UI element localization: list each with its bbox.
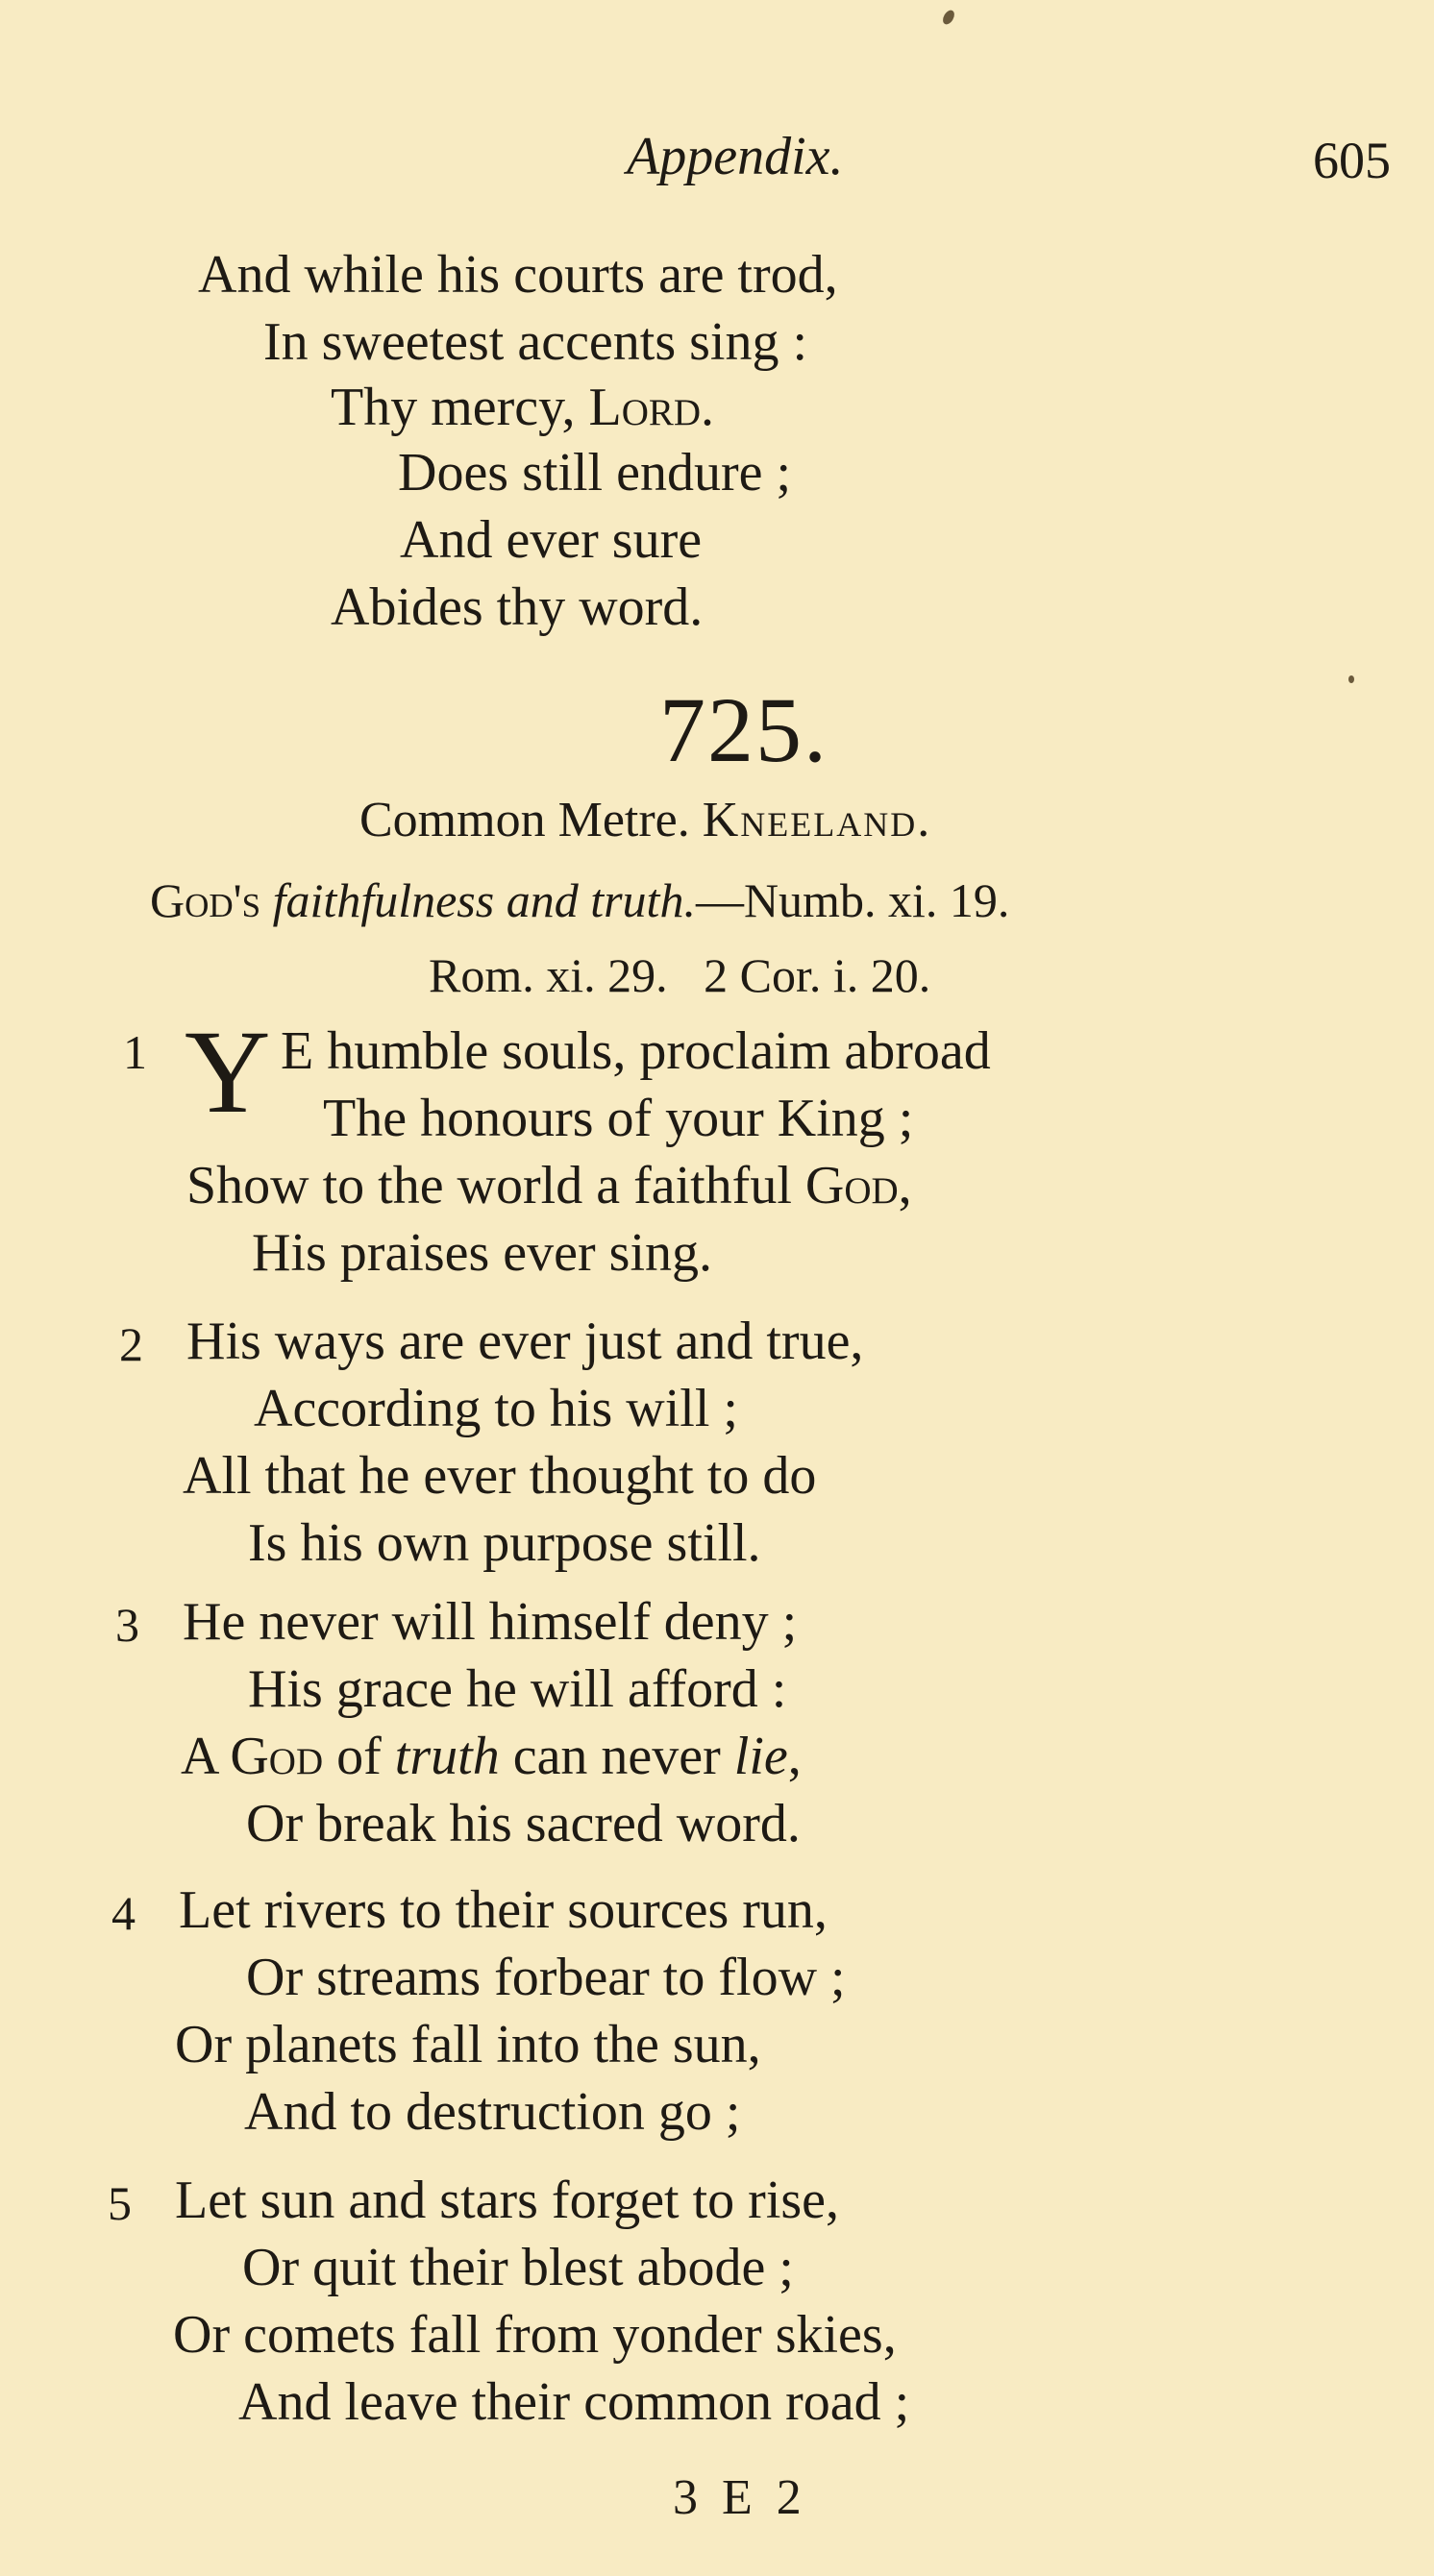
verse-number-3: 3 <box>115 1598 139 1652</box>
ink-speck <box>1348 675 1354 683</box>
verse-3-line-1: He never will himself deny ; <box>183 1592 798 1652</box>
verse-5-line-1: Let sun and stars forget to rise, <box>175 2171 840 2230</box>
subject-refs: —Numb. xi. 19. <box>695 873 1010 927</box>
verse-4-line-1: Let rivers to their sources run, <box>179 1880 828 1940</box>
ink-speck <box>941 9 957 27</box>
continued-line-1: And while his courts are trod, <box>198 245 838 305</box>
verse-4-line-2: Or streams forbear to flow ; <box>246 1948 846 2007</box>
drop-cap: Y <box>185 1006 271 1138</box>
verse-2-line-2: According to his will ; <box>254 1379 738 1438</box>
verse-5-line-2: Or quit their blest abode ; <box>242 2238 794 2297</box>
continued-line-6: Abides thy word. <box>331 577 704 637</box>
god-smallcaps: God <box>230 1727 324 1786</box>
lord-smallcaps: Lord. <box>588 378 715 437</box>
continued-line-3 <box>331 378 715 437</box>
italic-truth: truth <box>394 1727 500 1786</box>
v3-l3-b: of <box>323 1727 395 1786</box>
verse-4-line-4: And to destruction go ; <box>244 2082 741 2142</box>
tune-name: Kneeland. <box>702 793 932 847</box>
verse-number-4: 4 <box>111 1886 136 1940</box>
v1-l3-text: Show to the world a faithful <box>186 1156 805 1215</box>
verse-3-line-4: Or break his sacred word. <box>246 1794 801 1853</box>
verse-2-line-3: All that he ever thought to do <box>183 1446 817 1506</box>
subject-god: God's <box>150 873 261 927</box>
v1-l3-comma: , <box>898 1156 912 1215</box>
god-smallcaps: God <box>804 1156 899 1215</box>
verse-1-line-4: His praises ever sing. <box>252 1223 713 1283</box>
verse-4-line-3: Or planets fall into the sun, <box>175 2015 761 2074</box>
verse-5-line-4: And leave their common road ; <box>238 2372 910 2432</box>
verse-number-5: 5 <box>108 2176 132 2230</box>
verse-number-2: 2 <box>119 1317 143 1371</box>
verse-1-line-2: The honours of your King ; <box>323 1089 914 1148</box>
metre: Common Metre. <box>359 793 690 847</box>
printer-signature: 3 E 2 <box>673 2470 807 2525</box>
running-title: Appendix. <box>627 127 844 186</box>
continued-line-5: And ever sure <box>400 510 703 570</box>
verse-2-line-4: Is his own purpose still. <box>248 1513 761 1573</box>
verse-2-line-1: His ways are ever just and true, <box>186 1312 864 1371</box>
verse-1-line-1: E humble souls, proclaim abroad <box>281 1021 991 1081</box>
v3-l3-d: , <box>787 1727 802 1786</box>
hymn-number: 725. <box>659 678 828 781</box>
page-number: 605 <box>1313 132 1391 189</box>
verse-5-line-3: Or comets fall from yonder skies, <box>173 2305 897 2365</box>
mercy-text: Thy mercy, <box>331 378 589 437</box>
verse-number-1: 1 <box>123 1025 147 1079</box>
hymn-subject <box>150 873 1010 927</box>
v3-l3-c: can never <box>499 1727 734 1786</box>
hymn-scripture-refs: Rom. xi. 29. 2 Cor. i. 20. <box>429 948 931 1002</box>
continued-line-2: In sweetest accents sing : <box>263 312 808 372</box>
verse-3-line-2: His grace he will afford : <box>248 1659 787 1719</box>
hymn-metre-line <box>359 793 932 847</box>
continued-line-4: Does still endure ; <box>398 443 792 503</box>
verse-3-line-3 <box>181 1727 802 1786</box>
verse-1-line-3 <box>186 1156 912 1215</box>
italic-lie: lie <box>733 1727 788 1786</box>
v3-l3-a: A <box>181 1727 231 1786</box>
subject-text: faithfulness and truth. <box>272 873 696 927</box>
